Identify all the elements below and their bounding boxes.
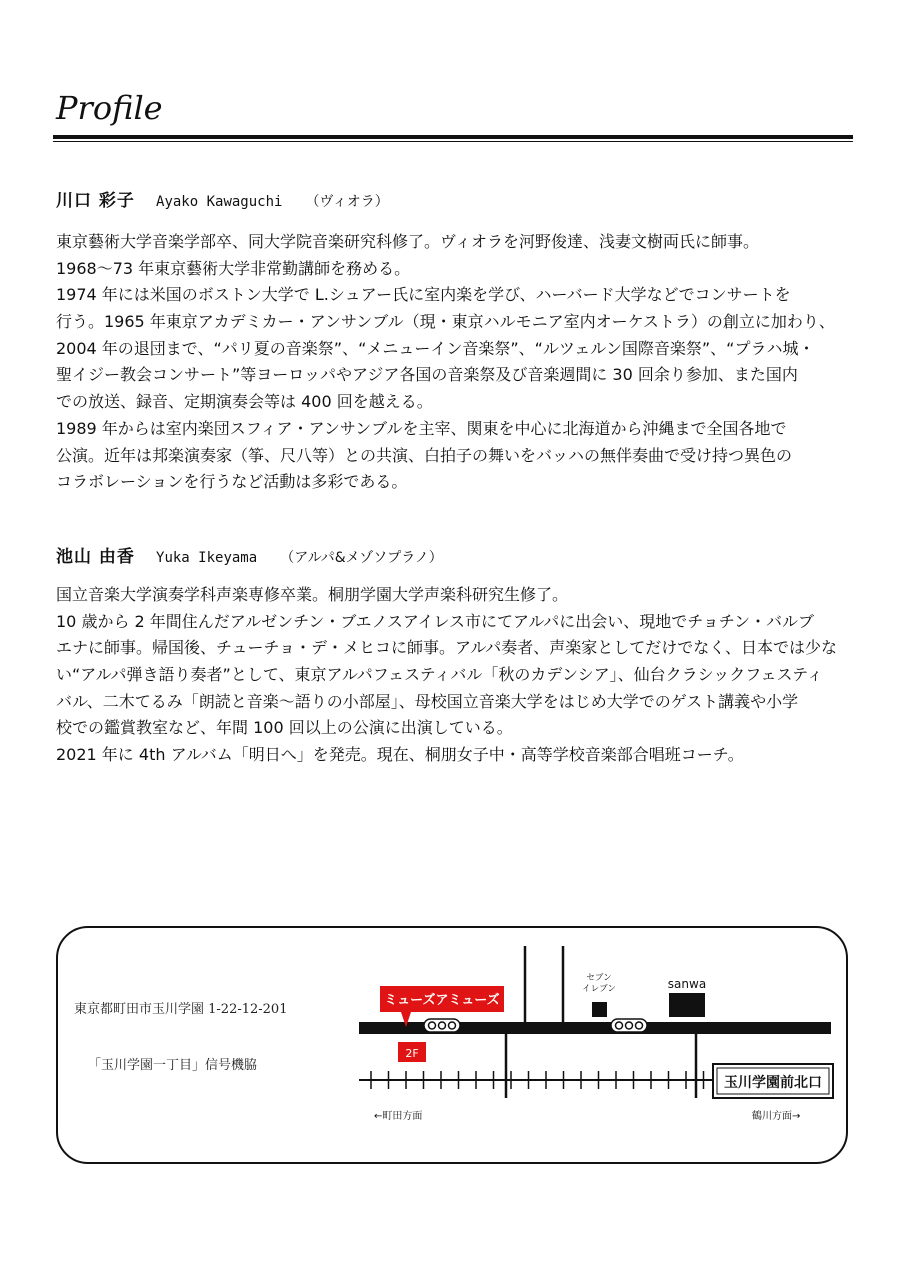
bio-line: 1968〜73 年東京藝術大学非常勤講師を務める。 <box>56 258 411 278</box>
direction-right: 鶴川方面→ <box>752 1111 801 1122</box>
seven-eleven-label-1: セブン <box>586 973 612 983</box>
bio-line: 東京藝術大学音楽学部卒、同大学院音楽研究科修了。ヴィオラを河野俊達、浅妻文樹両氏に師事。 <box>56 232 760 251</box>
sanwa-label: sanwa <box>667 977 707 991</box>
profile-header-kawaguchi <box>56 186 389 214</box>
venue-label: ミューズアミューズ <box>384 993 500 1008</box>
seven-eleven-icon <box>592 1002 607 1017</box>
profile-name-jp: 川口 彩子 <box>56 191 135 211</box>
profile-name-jp: 池山 由香 <box>56 547 135 567</box>
map-box <box>56 926 848 1164</box>
traffic-light-icon <box>611 1019 647 1032</box>
landmark-text: 「玉川学園一丁目」信号機脇 <box>88 1058 258 1073</box>
bio-line: 公演。近年は邦楽演奏家（筝、尺八等）との共演、白拍子の舞いをバッハの無伴奏曲で受け持つ異色の <box>56 445 793 465</box>
bio-line: での放送、録音、定期演奏会等は 400 回を越える。 <box>56 392 433 412</box>
bio-line: 聖イジー教会コンサート”等ヨーロッパやアジア各国の音楽祭及び音楽週間に 30 回余り参加、また国内 <box>56 365 798 385</box>
title-rule-thick <box>53 135 853 139</box>
floor-label: 2F <box>405 1047 419 1060</box>
address-text: 東京都町田市玉川学園 1-22-12-201 <box>74 1002 288 1017</box>
bio-line: 2021 年に 4th アルバム「明日へ」を発売。現在、桐朋女子中・高等学校音楽部合唱班コーチ。 <box>56 745 744 765</box>
bio-line: 行う。1965 年東京アカデミカー・アンサンブル（現・東京ハルモニア室内オーケストラ）の創立に加わり、 <box>56 312 835 332</box>
bio-line: 1989 年からは室内楽団スフィア・アンサンブルを主宰、関東を中心に北海道から沖縄まで全国各地で <box>56 418 787 438</box>
access-map <box>58 928 846 1162</box>
bio-line: エナに師事。帰国後、チューチョ・デ・メヒコに師事。アルパ奏者、声楽家としてだけでなく、日本では少な <box>56 638 837 658</box>
direction-left: ←町田方面 <box>374 1111 423 1122</box>
profile-header-ikeyama <box>56 542 443 570</box>
sanwa-building-icon <box>669 993 705 1017</box>
profile-role: （ヴィオラ） <box>305 194 389 210</box>
title-rule-thin <box>53 141 853 142</box>
station-label: 玉川学園前北口 <box>724 1075 822 1091</box>
profile-role: （アルパ&メゾソプラノ） <box>280 550 443 566</box>
traffic-light-icon <box>424 1019 460 1032</box>
bio-line: コラボレーションを行うなど活動は多彩である。 <box>56 472 408 492</box>
bio-line: 校での鑑賞教室など、年間 100 回以上の公演に出演している。 <box>56 718 513 738</box>
bio-line: 国立音楽大学演奏学科声楽専修卒業。桐朋学園大学声楽科研究生修了。 <box>56 585 569 604</box>
profile-bio-kawaguchi <box>56 229 852 496</box>
bio-line: バル、二木てるみ「朗読と音楽〜語りの小部屋」、母校国立音楽大学をはじめ大学でのゲスト講義や小学 <box>56 691 799 711</box>
bio-line: 1974 年には米国のボストン大学で L.シュアー氏に室内楽を学び、ハーバード大学などでコンサートを <box>56 285 791 305</box>
bio-line: い“アルパ弾き語り奏者”として、東京アルパフェスティバル「秋のカデンシア」、仙台クラシックフェスティ <box>56 665 823 685</box>
profile-name-en: Yuka Ikeyama <box>156 550 258 566</box>
seven-eleven-label-2: イレブン <box>582 984 616 994</box>
bio-line: 2004 年の退団まで、“パリ夏の音楽祭”、“メニューイン音楽祭”、“ルツェルン国際音楽祭”、“プラハ城・ <box>56 338 815 358</box>
page-title: Profile <box>56 89 163 127</box>
bio-line: 10 歳から 2 年間住んだアルゼンチン・ブエノスアイレス市にてアルパに出会い、現地でチョチン・バルブ <box>56 611 814 631</box>
profile-name-en: Ayako Kawaguchi <box>156 194 283 210</box>
profile-bio-ikeyama <box>56 582 852 769</box>
